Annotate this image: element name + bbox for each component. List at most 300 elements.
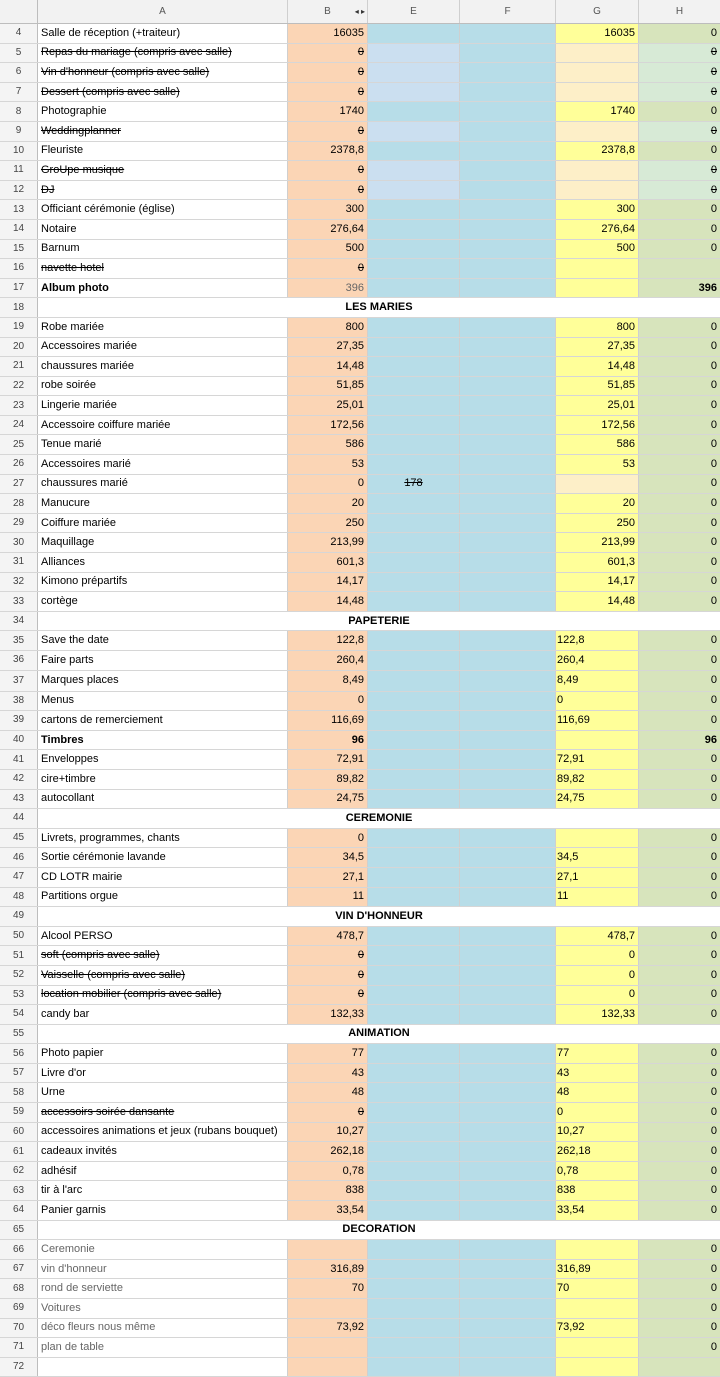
cell-e[interactable] xyxy=(368,533,460,552)
cell-budget[interactable]: 0 xyxy=(288,829,368,848)
cell-h[interactable]: 0 xyxy=(639,711,720,730)
cell-e[interactable] xyxy=(368,279,460,298)
cell-e[interactable] xyxy=(368,1123,460,1142)
cell-g[interactable]: 14,48 xyxy=(556,592,639,611)
cell-g[interactable] xyxy=(556,279,639,298)
cell-e[interactable] xyxy=(368,631,460,650)
cell-g[interactable]: 34,5 xyxy=(556,848,639,867)
cell-h[interactable]: 0 xyxy=(639,829,720,848)
cell-g[interactable]: 122,8 xyxy=(556,631,639,650)
cell-f[interactable] xyxy=(460,357,556,376)
row-number[interactable]: 23 xyxy=(0,396,38,415)
cell-budget[interactable]: 316,89 xyxy=(288,1260,368,1279)
cell-h[interactable]: 0 xyxy=(639,514,720,533)
cell-e[interactable] xyxy=(368,142,460,161)
cell-budget[interactable]: 0 xyxy=(288,83,368,102)
cell-budget[interactable]: 2378,8 xyxy=(288,142,368,161)
cell-budget[interactable]: 601,3 xyxy=(288,553,368,572)
cell-e[interactable] xyxy=(368,220,460,239)
cell-budget[interactable]: 0 xyxy=(288,161,368,180)
row-number[interactable]: 9 xyxy=(0,122,38,141)
cell-budget[interactable]: 11 xyxy=(288,888,368,907)
cell-budget[interactable]: 51,85 xyxy=(288,377,368,396)
cell-e[interactable] xyxy=(368,455,460,474)
row-number[interactable]: 41 xyxy=(0,750,38,769)
row-number[interactable]: 38 xyxy=(0,692,38,711)
row-number[interactable]: 33 xyxy=(0,592,38,611)
cell-e[interactable] xyxy=(368,1103,460,1122)
row-number[interactable]: 7 xyxy=(0,83,38,102)
cell-e[interactable] xyxy=(368,868,460,887)
cell-e[interactable] xyxy=(368,338,460,357)
column-header-g[interactable]: G xyxy=(556,0,639,23)
cell-f[interactable] xyxy=(460,888,556,907)
row-number[interactable]: 69 xyxy=(0,1299,38,1318)
cell-f[interactable] xyxy=(460,1299,556,1318)
row-number[interactable]: 16 xyxy=(0,259,38,278)
cell-label[interactable]: candy bar xyxy=(38,1005,288,1024)
cell-label[interactable]: Weddingplanner xyxy=(38,122,288,141)
cell-h[interactable]: 0 xyxy=(639,1181,720,1200)
cell-f[interactable] xyxy=(460,338,556,357)
cell-label[interactable]: Menus xyxy=(38,692,288,711)
cell-e[interactable] xyxy=(368,651,460,670)
cell-label[interactable]: Accessoires mariée xyxy=(38,338,288,357)
cell-budget[interactable]: 96 xyxy=(288,731,368,750)
row-number[interactable]: 28 xyxy=(0,494,38,513)
cell-e[interactable]: 178 xyxy=(368,475,460,494)
cell-e[interactable] xyxy=(368,750,460,769)
row-number[interactable]: 65 xyxy=(0,1221,38,1240)
cell-h[interactable]: 0 xyxy=(639,1005,720,1024)
cell-h[interactable]: 0 xyxy=(639,161,720,180)
cell-f[interactable] xyxy=(460,533,556,552)
cell-g[interactable]: 262,18 xyxy=(556,1142,639,1161)
cell-f[interactable] xyxy=(460,573,556,592)
cell-f[interactable] xyxy=(460,1142,556,1161)
cell-e[interactable] xyxy=(368,240,460,259)
cell-f[interactable] xyxy=(460,122,556,141)
cell-g[interactable]: 213,99 xyxy=(556,533,639,552)
cell-f[interactable] xyxy=(460,553,556,572)
cell-h[interactable]: 0 xyxy=(639,1083,720,1102)
cell-label[interactable]: Alcool PERSO xyxy=(38,927,288,946)
row-number[interactable]: 34 xyxy=(0,612,38,631)
cell-label[interactable]: Accessoires marié xyxy=(38,455,288,474)
cell-e[interactable] xyxy=(368,44,460,63)
cell-f[interactable] xyxy=(460,848,556,867)
cell-label[interactable]: rond de serviette xyxy=(38,1279,288,1298)
cell-h[interactable]: 0 xyxy=(639,1240,720,1259)
cell-h[interactable]: 0 xyxy=(639,553,720,572)
cell-budget[interactable]: 14,48 xyxy=(288,357,368,376)
cell-f[interactable] xyxy=(460,475,556,494)
cell-label[interactable]: chaussures marié xyxy=(38,475,288,494)
cell-h[interactable]: 0 xyxy=(639,102,720,121)
cell-label[interactable]: Livre d'or xyxy=(38,1064,288,1083)
cell-h[interactable] xyxy=(639,259,720,278)
cell-e[interactable] xyxy=(368,377,460,396)
row-number[interactable]: 5 xyxy=(0,44,38,63)
cell-f[interactable] xyxy=(460,711,556,730)
column-header-f[interactable]: F xyxy=(460,0,556,23)
cell-h[interactable]: 0 xyxy=(639,790,720,809)
cell-budget[interactable]: 77 xyxy=(288,1044,368,1063)
row-number[interactable]: 24 xyxy=(0,416,38,435)
cell-budget[interactable]: 172,56 xyxy=(288,416,368,435)
cell-e[interactable] xyxy=(368,1142,460,1161)
cell-label[interactable]: Ceremonie xyxy=(38,1240,288,1259)
cell-g[interactable]: 601,3 xyxy=(556,553,639,572)
cell-budget[interactable]: 250 xyxy=(288,514,368,533)
cell-e[interactable] xyxy=(368,671,460,691)
row-number[interactable]: 39 xyxy=(0,711,38,730)
cell-f[interactable] xyxy=(460,24,556,43)
row-number[interactable]: 58 xyxy=(0,1083,38,1102)
cell-f[interactable] xyxy=(460,1279,556,1298)
cell-label[interactable]: cortège xyxy=(38,592,288,611)
cell-g[interactable] xyxy=(556,181,639,200)
cell-e[interactable] xyxy=(368,790,460,809)
cell-g[interactable] xyxy=(556,122,639,141)
cell-f[interactable] xyxy=(460,1005,556,1024)
cell-f[interactable] xyxy=(460,966,556,985)
row-number[interactable]: 31 xyxy=(0,553,38,572)
section-title[interactable]: DECORATION xyxy=(342,1223,416,1236)
cell-g[interactable]: 478,7 xyxy=(556,927,639,946)
cell-h[interactable]: 0 xyxy=(639,44,720,63)
cell-h[interactable]: 0 xyxy=(639,416,720,435)
section-title[interactable]: CEREMONIE xyxy=(345,811,413,824)
row-number[interactable]: 27 xyxy=(0,475,38,494)
cell-budget[interactable]: 213,99 xyxy=(288,533,368,552)
cell-budget[interactable]: 10,27 xyxy=(288,1123,368,1142)
cell-h[interactable]: 0 xyxy=(639,63,720,82)
cell-g[interactable] xyxy=(556,259,639,278)
cell-f[interactable] xyxy=(460,200,556,219)
cell-f[interactable] xyxy=(460,1201,556,1220)
cell-label[interactable]: Vin d'honneur (compris avec salle) xyxy=(38,63,288,82)
cell-h[interactable]: 0 xyxy=(639,377,720,396)
cell-budget[interactable]: 0 xyxy=(288,966,368,985)
cell-e[interactable] xyxy=(368,1319,460,1338)
cell-h[interactable]: 0 xyxy=(639,142,720,161)
cell-g[interactable]: 0 xyxy=(556,1103,639,1122)
cell-f[interactable] xyxy=(460,1162,556,1181)
cell-label[interactable]: Photographie xyxy=(38,102,288,121)
cell-f[interactable] xyxy=(460,592,556,611)
row-number[interactable]: 56 xyxy=(0,1044,38,1063)
cell-f[interactable] xyxy=(460,416,556,435)
cell-e[interactable] xyxy=(368,514,460,533)
cell-e[interactable] xyxy=(368,888,460,907)
cell-label[interactable]: vin d'honneur xyxy=(38,1260,288,1279)
row-number[interactable]: 62 xyxy=(0,1162,38,1181)
cell-e[interactable] xyxy=(368,396,460,415)
cell-budget[interactable]: 0 xyxy=(288,63,368,82)
cell-e[interactable] xyxy=(368,986,460,1005)
cell-f[interactable] xyxy=(460,770,556,789)
cell-g[interactable]: 0 xyxy=(556,692,639,711)
cell-h[interactable]: 0 xyxy=(639,631,720,650)
cell-h[interactable]: 0 xyxy=(639,1319,720,1338)
row-number[interactable]: 25 xyxy=(0,435,38,454)
cell-h[interactable]: 0 xyxy=(639,357,720,376)
cell-e[interactable] xyxy=(368,1260,460,1279)
cell-budget[interactable]: 586 xyxy=(288,435,368,454)
cell-label[interactable] xyxy=(38,1358,288,1377)
cell-e[interactable] xyxy=(368,770,460,789)
cell-g[interactable]: 14,17 xyxy=(556,573,639,592)
cell-label[interactable]: Partitions orgue xyxy=(38,888,288,907)
cell-h[interactable]: 0 xyxy=(639,435,720,454)
cell-label[interactable]: Barnum xyxy=(38,240,288,259)
cell-budget[interactable] xyxy=(288,1338,368,1357)
row-number[interactable]: 21 xyxy=(0,357,38,376)
cell-budget[interactable]: 260,4 xyxy=(288,651,368,670)
cell-budget[interactable]: 276,64 xyxy=(288,220,368,239)
cell-f[interactable] xyxy=(460,494,556,513)
cell-budget[interactable]: 300 xyxy=(288,200,368,219)
row-number[interactable]: 13 xyxy=(0,200,38,219)
cell-g[interactable]: 8,49 xyxy=(556,671,639,691)
cell-g[interactable]: 33,54 xyxy=(556,1201,639,1220)
cell-budget[interactable]: 48 xyxy=(288,1083,368,1102)
row-number[interactable]: 47 xyxy=(0,868,38,887)
cell-h[interactable]: 0 xyxy=(639,1299,720,1318)
section-title[interactable]: LES MARIES xyxy=(345,301,413,314)
cell-h[interactable]: 0 xyxy=(639,651,720,670)
cell-f[interactable] xyxy=(460,377,556,396)
cell-f[interactable] xyxy=(460,161,556,180)
cell-f[interactable] xyxy=(460,651,556,670)
cell-e[interactable] xyxy=(368,259,460,278)
cell-label[interactable]: Accessoire coiffure mariée xyxy=(38,416,288,435)
cell-budget[interactable]: 0 xyxy=(288,475,368,494)
cell-g[interactable] xyxy=(556,731,639,750)
cell-budget[interactable]: 0 xyxy=(288,259,368,278)
hidden-columns-toggle-icon[interactable]: ◂ ▸ xyxy=(354,6,365,16)
cell-budget[interactable]: 122,8 xyxy=(288,631,368,650)
cell-g[interactable]: 0 xyxy=(556,966,639,985)
cell-label[interactable]: cire+timbre xyxy=(38,770,288,789)
row-number[interactable]: 48 xyxy=(0,888,38,907)
row-number[interactable]: 26 xyxy=(0,455,38,474)
cell-e[interactable] xyxy=(368,494,460,513)
row-number[interactable]: 22 xyxy=(0,377,38,396)
cell-h[interactable]: 0 xyxy=(639,318,720,337)
cell-e[interactable] xyxy=(368,1083,460,1102)
cell-f[interactable] xyxy=(460,1064,556,1083)
cell-budget[interactable]: 838 xyxy=(288,1181,368,1200)
cell-g[interactable] xyxy=(556,475,639,494)
cell-g[interactable] xyxy=(556,83,639,102)
cell-e[interactable] xyxy=(368,1299,460,1318)
cell-g[interactable] xyxy=(556,161,639,180)
row-number[interactable]: 8 xyxy=(0,102,38,121)
cell-f[interactable] xyxy=(460,44,556,63)
row-number[interactable]: 55 xyxy=(0,1025,38,1044)
cell-budget[interactable]: 20 xyxy=(288,494,368,513)
cell-g[interactable]: 73,92 xyxy=(556,1319,639,1338)
section-title[interactable]: VIN D'HONNEUR xyxy=(335,909,423,922)
cell-h[interactable]: 0 xyxy=(639,1260,720,1279)
cell-e[interactable] xyxy=(368,553,460,572)
cell-label[interactable]: Maquillage xyxy=(38,533,288,552)
cell-g[interactable]: 2378,8 xyxy=(556,142,639,161)
cell-budget[interactable]: 0 xyxy=(288,986,368,1005)
cell-g[interactable]: 27,1 xyxy=(556,868,639,887)
cell-label[interactable]: accessoires animations et jeux (rubans bouquet) xyxy=(38,1123,288,1142)
row-number[interactable]: 4 xyxy=(0,24,38,43)
cell-h[interactable]: 0 xyxy=(639,200,720,219)
cell-g[interactable]: 276,64 xyxy=(556,220,639,239)
cell-f[interactable] xyxy=(460,1260,556,1279)
cell-e[interactable] xyxy=(368,1044,460,1063)
cell-e[interactable] xyxy=(368,102,460,121)
cell-e[interactable] xyxy=(368,416,460,435)
row-number[interactable]: 49 xyxy=(0,907,38,926)
cell-budget[interactable]: 27,35 xyxy=(288,338,368,357)
cell-f[interactable] xyxy=(460,671,556,691)
cell-budget[interactable]: 8,49 xyxy=(288,671,368,691)
cell-h[interactable]: 0 xyxy=(639,533,720,552)
cell-budget[interactable] xyxy=(288,1240,368,1259)
cell-f[interactable] xyxy=(460,927,556,946)
cell-budget[interactable]: 14,48 xyxy=(288,592,368,611)
row-number[interactable]: 6 xyxy=(0,63,38,82)
row-number[interactable]: 36 xyxy=(0,651,38,670)
cell-e[interactable] xyxy=(368,1358,460,1377)
row-number[interactable]: 37 xyxy=(0,671,38,691)
cell-e[interactable] xyxy=(368,829,460,848)
row-number[interactable]: 12 xyxy=(0,181,38,200)
cell-label[interactable]: Salle de réception (+traiteur) xyxy=(38,24,288,43)
cell-h[interactable]: 0 xyxy=(639,671,720,691)
cell-h[interactable]: 96 xyxy=(639,731,720,750)
cell-f[interactable] xyxy=(460,1083,556,1102)
cell-g[interactable]: 260,4 xyxy=(556,651,639,670)
column-header-a[interactable]: A xyxy=(38,0,288,23)
cell-budget[interactable]: 116,69 xyxy=(288,711,368,730)
row-number[interactable]: 20 xyxy=(0,338,38,357)
cell-h[interactable]: 0 xyxy=(639,494,720,513)
cell-g[interactable]: 586 xyxy=(556,435,639,454)
cell-g[interactable]: 838 xyxy=(556,1181,639,1200)
cell-h[interactable]: 0 xyxy=(639,1338,720,1357)
cell-f[interactable] xyxy=(460,279,556,298)
cell-g[interactable]: 316,89 xyxy=(556,1260,639,1279)
cell-e[interactable] xyxy=(368,1162,460,1181)
row-number[interactable]: 44 xyxy=(0,809,38,828)
cell-f[interactable] xyxy=(460,102,556,121)
cell-f[interactable] xyxy=(460,1358,556,1377)
row-number[interactable]: 59 xyxy=(0,1103,38,1122)
cell-label[interactable]: Officiant cérémonie (église) xyxy=(38,200,288,219)
cell-budget[interactable]: 25,01 xyxy=(288,396,368,415)
row-number[interactable]: 11 xyxy=(0,161,38,180)
cell-h[interactable]: 0 xyxy=(639,848,720,867)
cell-f[interactable] xyxy=(460,1240,556,1259)
cell-f[interactable] xyxy=(460,1103,556,1122)
cell-e[interactable] xyxy=(368,573,460,592)
cell-h[interactable]: 0 xyxy=(639,240,720,259)
cell-budget[interactable]: 0 xyxy=(288,946,368,965)
cell-budget[interactable]: 0,78 xyxy=(288,1162,368,1181)
cell-label[interactable]: autocollant xyxy=(38,790,288,809)
cell-g[interactable]: 25,01 xyxy=(556,396,639,415)
cell-budget[interactable]: 0 xyxy=(288,44,368,63)
row-number[interactable]: 18 xyxy=(0,298,38,317)
cell-g[interactable]: 11 xyxy=(556,888,639,907)
cell-f[interactable] xyxy=(460,455,556,474)
cell-f[interactable] xyxy=(460,692,556,711)
cell-h[interactable]: 0 xyxy=(639,24,720,43)
cell-label[interactable]: Faire parts xyxy=(38,651,288,670)
cell-e[interactable] xyxy=(368,966,460,985)
row-number[interactable]: 10 xyxy=(0,142,38,161)
cell-h[interactable]: 0 xyxy=(639,927,720,946)
cell-label[interactable]: location mobilier (compris avec salle) xyxy=(38,986,288,1005)
cell-budget[interactable]: 24,75 xyxy=(288,790,368,809)
cell-h[interactable]: 0 xyxy=(639,338,720,357)
cell-e[interactable] xyxy=(368,692,460,711)
cell-g[interactable]: 43 xyxy=(556,1064,639,1083)
cell-label[interactable]: Save the date xyxy=(38,631,288,650)
cell-label[interactable]: tir à l'arc xyxy=(38,1181,288,1200)
cell-budget[interactable]: 478,7 xyxy=(288,927,368,946)
cell-h[interactable]: 0 xyxy=(639,770,720,789)
cell-h[interactable]: 0 xyxy=(639,1279,720,1298)
cell-label[interactable]: Dessert (compris avec salle) xyxy=(38,83,288,102)
cell-e[interactable] xyxy=(368,1240,460,1259)
cell-g[interactable]: 14,48 xyxy=(556,357,639,376)
cell-label[interactable]: robe soirée xyxy=(38,377,288,396)
cell-f[interactable] xyxy=(460,631,556,650)
row-number[interactable]: 67 xyxy=(0,1260,38,1279)
cell-h[interactable]: 0 xyxy=(639,592,720,611)
cell-e[interactable] xyxy=(368,181,460,200)
cell-g[interactable]: 89,82 xyxy=(556,770,639,789)
cell-h[interactable]: 0 xyxy=(639,220,720,239)
cell-label[interactable]: Lingerie mariée xyxy=(38,396,288,415)
row-number[interactable]: 60 xyxy=(0,1123,38,1142)
cell-f[interactable] xyxy=(460,946,556,965)
cell-label[interactable]: accessoirs soirée dansante xyxy=(38,1103,288,1122)
cell-f[interactable] xyxy=(460,1319,556,1338)
cell-h[interactable]: 0 xyxy=(639,692,720,711)
cell-h[interactable]: 0 xyxy=(639,1123,720,1142)
cell-budget[interactable]: 53 xyxy=(288,455,368,474)
cell-e[interactable] xyxy=(368,435,460,454)
cell-e[interactable] xyxy=(368,927,460,946)
cell-g[interactable]: 10,27 xyxy=(556,1123,639,1142)
cell-h[interactable]: 0 xyxy=(639,1201,720,1220)
cell-e[interactable] xyxy=(368,63,460,82)
row-number[interactable]: 71 xyxy=(0,1338,38,1357)
row-number[interactable]: 32 xyxy=(0,573,38,592)
cell-label[interactable]: GroUpe musique xyxy=(38,161,288,180)
cell-label[interactable]: Coiffure mariée xyxy=(38,514,288,533)
cell-f[interactable] xyxy=(460,986,556,1005)
cell-h[interactable]: 0 xyxy=(639,1064,720,1083)
cell-budget[interactable]: 262,18 xyxy=(288,1142,368,1161)
cell-budget[interactable]: 132,33 xyxy=(288,1005,368,1024)
cell-e[interactable] xyxy=(368,731,460,750)
cell-h[interactable]: 0 xyxy=(639,573,720,592)
cell-h[interactable]: 396 xyxy=(639,279,720,298)
cell-g[interactable]: 16035 xyxy=(556,24,639,43)
